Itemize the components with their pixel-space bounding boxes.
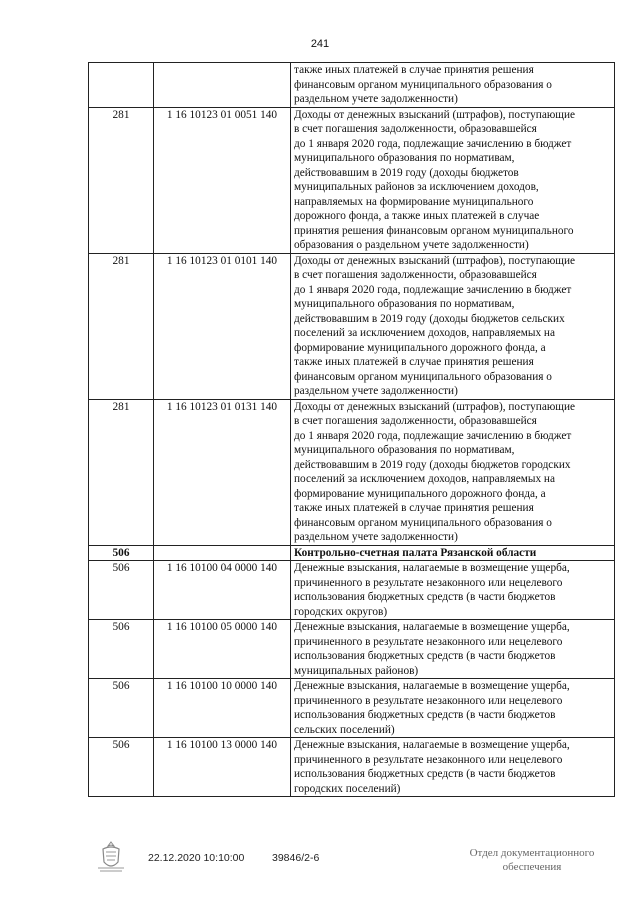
description-line: городских поселений) [294, 782, 401, 795]
budget-classification-code-cell: 1 16 10100 10 0000 140 [154, 679, 291, 738]
description-line: использования бюджетных средств (в части бюджетов [294, 591, 556, 603]
admin-code-cell: 281 [89, 253, 154, 399]
coat-of-arms-icon [94, 840, 128, 874]
description-line: причиненного в результате незаконного или нецелевого [294, 635, 563, 648]
description-line: раздельном учете задолженности) [294, 531, 458, 543]
description-line: поселений за исключением доходов, направляемых на [294, 327, 555, 339]
table-row [89, 399, 615, 545]
table-row [89, 620, 615, 679]
footer-department-line2: обеспечения [502, 861, 562, 873]
page-footer [0, 840, 640, 880]
description-line: также иных платежей в случае принятия решения [294, 356, 534, 368]
table-row [89, 679, 615, 738]
description-line: также иных платежей в случае принятия решения [294, 64, 534, 76]
admin-code-cell: 506 [89, 679, 154, 738]
revenue-description-cell [291, 620, 615, 679]
table-row [89, 738, 615, 797]
revenue-description-cell [291, 545, 615, 561]
footer-doc-id: 39846/2-6 [272, 852, 320, 864]
description-line: Денежные взыскания, налагаемые в возмещение ущерба, [294, 739, 570, 751]
table-row [89, 545, 615, 561]
description-line: финансовым органом муниципального образования о [294, 370, 552, 383]
revenue-description-cell [291, 738, 615, 797]
admin-code-cell: 506 [89, 620, 154, 679]
description-line: муниципальных районов) [294, 664, 419, 677]
budget-classification-code-cell: 1 16 10100 13 0000 140 [154, 738, 291, 797]
description-line: до 1 января 2020 года, подлежащие зачислению в бюджет [294, 429, 572, 442]
revenue-description-cell [291, 253, 615, 399]
description-line: использования бюджетных средств (в части бюджетов [294, 768, 556, 780]
footer-department-line1: Отдел документационного [469, 847, 595, 859]
description-line: причиненного в результате незаконного или нецелевого [294, 753, 563, 766]
description-line: городских округов) [294, 605, 388, 618]
description-line: действовавшим в 2019 году (доходы бюджетов [294, 166, 519, 179]
description-line: Доходы от денежных взысканий (штрафов), поступающие [294, 254, 576, 267]
budget-classification-code-cell: 1 16 10123 01 0101 140 [154, 253, 291, 399]
admin-code-cell: 506 [89, 561, 154, 620]
description-line: раздельном учете задолженности) [294, 385, 458, 397]
description-line: принятия решения финансовым органом муниципального [294, 224, 574, 237]
description-line: в счет погашения задолженности, образовавшейся [294, 269, 537, 281]
description-line: Денежные взыскания, налагаемые в возмещение ущерба, [294, 680, 570, 692]
description-line: направляемых на формирование муниципального [294, 195, 534, 208]
description-line: формирование муниципального дорожного фонда, а [294, 341, 546, 354]
budget-classification-code-cell [154, 545, 291, 561]
revenue-description-cell [291, 107, 615, 253]
description-line: использования бюджетных средств (в части бюджетов [294, 709, 556, 721]
description-line: в счет погашения задолженности, образовавшейся [294, 123, 537, 135]
revenue-description-cell [291, 561, 615, 620]
description-line: финансовым органом муниципального образования о [294, 78, 552, 91]
description-line: Доходы от денежных взысканий (штрафов), поступающие [294, 400, 576, 413]
table-row [89, 561, 615, 620]
description-line: дорожного фонда, а также иных платежей в случае [294, 210, 540, 222]
table-row [89, 107, 615, 253]
description-line: Контрольно-счетная палата Рязанской области [294, 546, 537, 559]
description-line: образования о раздельном учете задолженности) [294, 239, 529, 251]
budget-classification-code-cell: 1 16 10100 05 0000 140 [154, 620, 291, 679]
description-line: муниципальных районов за исключением доходов, [294, 181, 539, 193]
description-line: формирование муниципального дорожного фонда, а [294, 487, 546, 500]
admin-code-cell: 506 [89, 738, 154, 797]
budget-classification-code-cell: 1 16 10123 01 0051 140 [154, 107, 291, 253]
page-number: 241 [310, 38, 330, 50]
admin-code-cell: 281 [89, 107, 154, 253]
description-line: поселений за исключением доходов, направляемых на [294, 473, 555, 485]
revenue-description-cell [291, 679, 615, 738]
description-line: Денежные взыскания, налагаемые в возмещение ущерба, [294, 621, 570, 633]
description-line: причиненного в результате незаконного или нецелевого [294, 576, 563, 589]
description-line: муниципального образования по нормативам, [294, 152, 515, 164]
admin-code-cell [89, 63, 154, 108]
description-line: причиненного в результате незаконного или нецелевого [294, 694, 563, 707]
description-line: сельских поселений) [294, 723, 395, 736]
description-line: раздельном учете задолженности) [294, 93, 458, 105]
revenue-description-cell [291, 63, 615, 108]
admin-code-cell: 506 [89, 545, 154, 561]
table-row [89, 253, 615, 399]
description-line: действовавшим в 2019 году (доходы бюджетов сельских [294, 312, 565, 325]
description-line: действовавшим в 2019 году (доходы бюджетов городских [294, 458, 571, 471]
description-line: муниципального образования по нормативам, [294, 444, 515, 456]
description-line: также иных платежей в случае принятия решения [294, 502, 534, 514]
admin-code-cell: 281 [89, 399, 154, 545]
description-line: до 1 января 2020 года, подлежащие зачислению в бюджет [294, 283, 572, 296]
description-line: использования бюджетных средств (в части бюджетов [294, 650, 556, 662]
budget-codes-table [88, 62, 615, 797]
footer-department [442, 846, 622, 874]
description-line: финансовым органом муниципального образования о [294, 516, 552, 529]
description-line: муниципального образования по нормативам, [294, 298, 515, 310]
table-body [89, 63, 615, 797]
budget-classification-code-cell [154, 63, 291, 108]
description-line: Доходы от денежных взысканий (штрафов), поступающие [294, 108, 576, 121]
description-line: до 1 января 2020 года, подлежащие зачислению в бюджет [294, 137, 572, 150]
budget-classification-code-cell: 1 16 10123 01 0131 140 [154, 399, 291, 545]
table-row [89, 63, 615, 108]
footer-timestamp: 22.12.2020 10:10:00 [148, 852, 245, 864]
budget-classification-code-cell: 1 16 10100 04 0000 140 [154, 561, 291, 620]
description-line: Денежные взыскания, налагаемые в возмещение ущерба, [294, 562, 570, 574]
description-line: в счет погашения задолженности, образовавшейся [294, 415, 537, 427]
revenue-description-cell [291, 399, 615, 545]
